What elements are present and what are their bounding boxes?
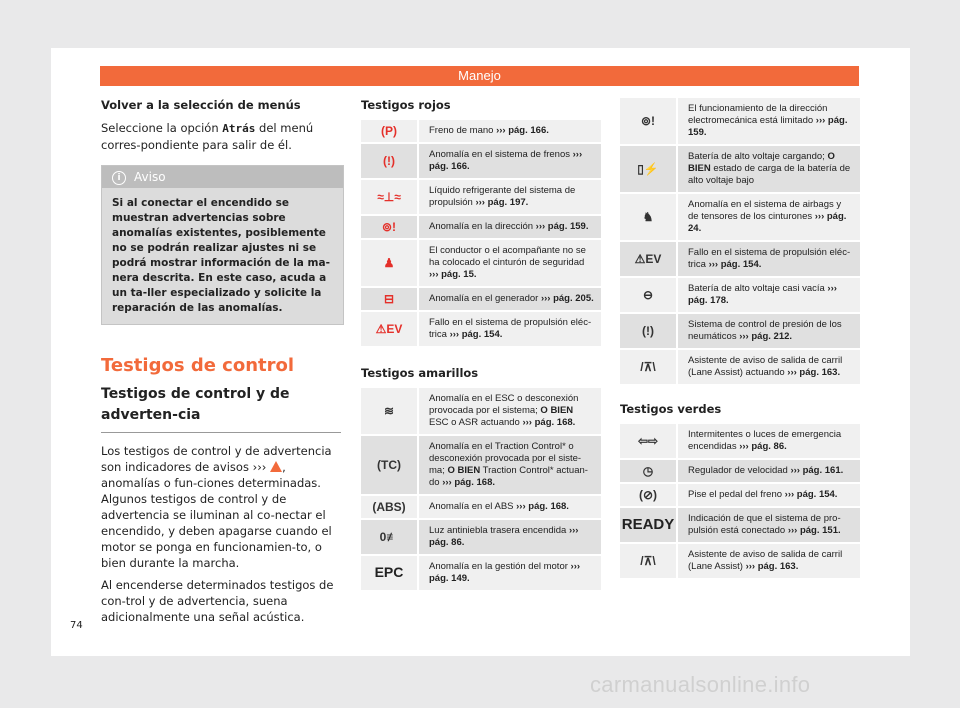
emphasis-text: O BIEN [688,151,835,174]
steering-limited-icon: ⊚! [640,113,656,128]
icon-cell [361,143,418,179]
page-reference: ››› pág. 154. [708,259,762,270]
description-cell [677,459,860,483]
description-text: Freno de mano [429,125,497,136]
icon-cell [361,519,418,555]
page-reference: ››› pág. 149. [429,561,581,584]
esc-icon: ≋ [383,403,395,418]
icon-cell [620,241,677,277]
hv-battery-empty-icon: ⊖ [642,287,654,302]
emphasis-text: O BIEN [540,405,574,416]
description-cell [418,215,601,239]
icon-cell [361,239,418,287]
red-lights-table [361,120,601,348]
lane-assist-icon: /⊼\ [640,553,656,568]
code-text: Atrás [222,122,256,135]
icon-cell [620,277,677,313]
column-left [101,98,341,631]
description-cell [418,143,601,179]
section-heading: Testigos de control y de adverten-cia [101,384,341,433]
page-reference: ››› pág. 166. [496,125,549,136]
icon-cell [361,495,418,519]
page-reference: ››› pág. 178. [688,283,837,306]
page-reference: ››› pág. 154. [449,329,503,340]
aviso-header [102,166,343,188]
description-cell [677,349,860,385]
turn-signal-icon: ⇦⇨ [637,433,659,448]
tire-pressure-icon: (!) [642,323,654,338]
description-cell [677,483,860,507]
description-text: Anomalía en la dirección [429,221,536,232]
description-cell [418,311,601,347]
description-cell [418,388,601,435]
paragraph [101,443,341,571]
page-reference: ››› pág. 159. [535,221,589,232]
description-text: Anomalía en la gestión del motor [429,561,571,572]
description-cell [418,435,601,495]
brake-system-icon: (!) [383,153,395,168]
icon-cell [620,483,677,507]
table-row [620,193,860,241]
icon-cell [361,287,418,311]
description-cell [677,507,860,543]
page-reference: ››› pág. 168. [516,501,569,512]
text: Seleccione la opción [101,121,223,135]
aviso-box [101,165,344,325]
abs-icon: (ABS) [372,499,406,514]
table-row [620,543,860,579]
page-reference: ››› pág. 168. [442,477,496,488]
battery-icon: ⊟ [383,291,395,306]
icon-cell [361,179,418,215]
icon-cell [361,215,418,239]
table-row [620,459,860,483]
table-row [361,239,601,287]
rear-fog-light-icon: 0≢ [379,529,399,544]
description-text: El conductor o el acompañante no se ha colocado el cinturón de seguridad [429,245,586,268]
table-row [361,287,601,311]
description-text: ESC o ASR actuando [429,417,523,428]
table-row [620,277,860,313]
icon-cell [620,507,677,543]
page-reference: ››› pág. 86. [429,525,579,548]
description-text: Fallo en el sistema de propulsión eléc-trica [429,317,592,340]
table-row [361,388,601,435]
description-text: Batería de alto voltaje cargando; [688,151,828,162]
lane-assist-icon: /⊼\ [640,359,656,374]
description-text: estado de carga de la batería de alto voltaje bajo [688,163,851,186]
parking-brake-icon: (P) [381,123,397,138]
description-text: Intermitentes o luces de emergencia encendidas [688,429,842,452]
table-row [361,495,601,519]
icon-cell [361,120,418,143]
icon-cell [620,459,677,483]
section-header: Manejo [100,66,859,86]
page-reference: ››› pág. 205. [540,293,594,304]
icon-cell [620,145,677,193]
description-cell [418,287,601,311]
description-text: Luz antiniebla trasera encendida [429,525,569,536]
paragraph: Al encenderse determinados testigos de con-trol y de advertencia, suena adicionalmente una señal acústica. [101,578,334,624]
icon-cell [620,313,677,349]
description-text: Anomalía en el ABS [429,501,517,512]
table-row [361,555,601,591]
cruise-control-icon: ◷ [642,463,654,478]
description-text: Anomalía en el sistema de airbags y de tensores de los cinturones [688,199,842,222]
table-row [361,311,601,347]
description-text: Sistema de control de presión de los neumáticos [688,319,842,342]
description-text: Traction Control* actuan-do [429,465,588,488]
table-row [361,215,601,239]
table-row [361,519,601,555]
table-row [620,507,860,543]
description-cell [418,120,601,143]
paragraph [101,120,341,153]
text: , anomalías o fun-ciones determinadas. Algunos testigos de control y de advertencia se iluminan al co-nectar el encendido, y deben apagarse cuando el motor se ponga en funcionamien-to, o bien durante la marcha. [101,460,332,570]
ready-icon: READY [621,515,675,533]
description-text: Anomalía en el Traction Control* o desconexión provocada por el siste-ma; [429,441,582,476]
description-cell [677,193,860,241]
description-cell [418,495,601,519]
description-cell [677,543,860,579]
watermark: carmanualsonline.info [590,672,811,697]
coolant-icon: ≈⊥≈ [377,189,401,204]
aviso-title: Aviso [134,170,166,184]
table-row [620,313,860,349]
ev-drive-fault-icon: ⚠EV [634,251,662,266]
table-row [361,435,601,495]
description-cell [418,519,601,555]
page-reference: ››› pág. 15. [429,269,477,280]
description-cell [677,241,860,277]
info-icon: i [112,171,126,185]
description-cell [677,145,860,193]
table-row [361,179,601,215]
description-cell [418,179,601,215]
aviso-text: Si al conectar el encendido se muestran advertencias sobre anomalías existentes, posiblemente no se podrán realizar ajustes ni se podrá mostrar información de la ma-nera descrita. En este caso, acuda a un ta-ller especializado y solicite la reparación de las anomalías. [112,197,330,314]
page-reference: ››› pág. 163. [787,367,841,378]
yellow-lights-table-continued [620,98,860,386]
table-title: Testigos verdes [620,402,722,416]
icon-cell [361,311,418,347]
icon-cell [620,349,677,385]
table-row [620,241,860,277]
column-middle [361,98,601,592]
page-reference: ››› pág. 159. [688,115,848,138]
table-row [620,145,860,193]
text: del menú corres-pondiente para salir de él. [101,121,314,152]
table-row [361,143,601,179]
page-reference: ››› pág. 161. [790,465,844,476]
brake-pedal-icon: (⊘) [638,487,658,502]
description-text: Anomalía en el ESC o desconexión provocada por el sistema; [429,393,579,416]
emphasis-text: O BIEN [447,465,481,476]
table-row [620,483,860,507]
description-cell [677,313,860,349]
icon-cell [361,435,418,495]
description-cell [677,424,860,459]
seatbelt-icon: ♟ [383,255,395,270]
green-lights-table [620,424,860,580]
description-text: Asistente de aviso de salida de carril (Lane Assist) actuando [688,355,843,378]
text: Los testigos de control y de advertencia son indicadores de avisos [101,444,332,474]
page-reference: ››› pág. 163. [745,561,799,572]
description-text: Anomalía en el generador [429,293,541,304]
page-reference: ››› pág. 154. [784,489,838,500]
page-reference: ››› pág. 166. [429,149,583,172]
description-text: Asistente de aviso de salida de carril (Lane Assist) [688,549,843,572]
description-cell [418,239,601,287]
icon-cell [361,555,418,591]
main-heading: Testigos de control [101,355,295,376]
table-row [620,424,860,459]
table-title: Testigos rojos [361,98,451,112]
column-right [620,98,860,580]
table-row [620,349,860,385]
icon-cell [620,424,677,459]
traction-control-icon: (TC) [377,457,401,472]
table-title: Testigos amarillos [361,366,479,380]
description-text: Anomalía en el sistema de frenos [429,149,573,160]
description-text: Regulador de velocidad [688,465,791,476]
icon-cell [620,98,677,145]
description-text: El funcionamiento de la dirección electromecánica está limitado [688,103,828,126]
steering-icon: ⊚! [381,219,397,234]
page-reference: ››› pág. 168. [522,417,576,428]
page-reference: ››› pág. 212. [739,331,793,342]
page-number: 74 [70,620,83,631]
description-text: Fallo en el sistema de propulsión eléc-trica [688,247,851,270]
description-text: Líquido refrigerante del sistema de propulsión [429,185,576,208]
description-text: Batería de alto voltaje casi vacía [688,283,828,294]
description-text: Pise el pedal del freno [688,489,785,500]
description-cell [677,277,860,313]
page-reference: ››› pág. 197. [475,197,529,208]
icon-cell [620,193,677,241]
hv-battery-charging-icon: ▯⚡ [637,161,659,176]
yellow-lights-table [361,388,601,592]
arrow-text: ››› [252,460,267,474]
ev-drive-fault-icon: ⚠EV [375,321,403,336]
page-reference: ››› pág. 86. [739,441,787,452]
description-cell [418,555,601,591]
epc-icon: EPC [374,564,404,580]
page-reference: ››› pág. 151. [787,525,841,536]
description-text: Indicación de que el sistema de pro-pulsión está conectado [688,513,841,536]
description-cell [677,98,860,145]
icon-cell [620,543,677,579]
table-row [620,98,860,145]
warning-triangle-icon [270,461,282,472]
airbag-icon: ♞ [642,209,654,224]
subheading: Volver a la selección de menús [101,98,301,112]
page-reference: ››› pág. 24. [688,211,847,234]
table-row [361,120,601,143]
icon-cell [361,388,418,435]
